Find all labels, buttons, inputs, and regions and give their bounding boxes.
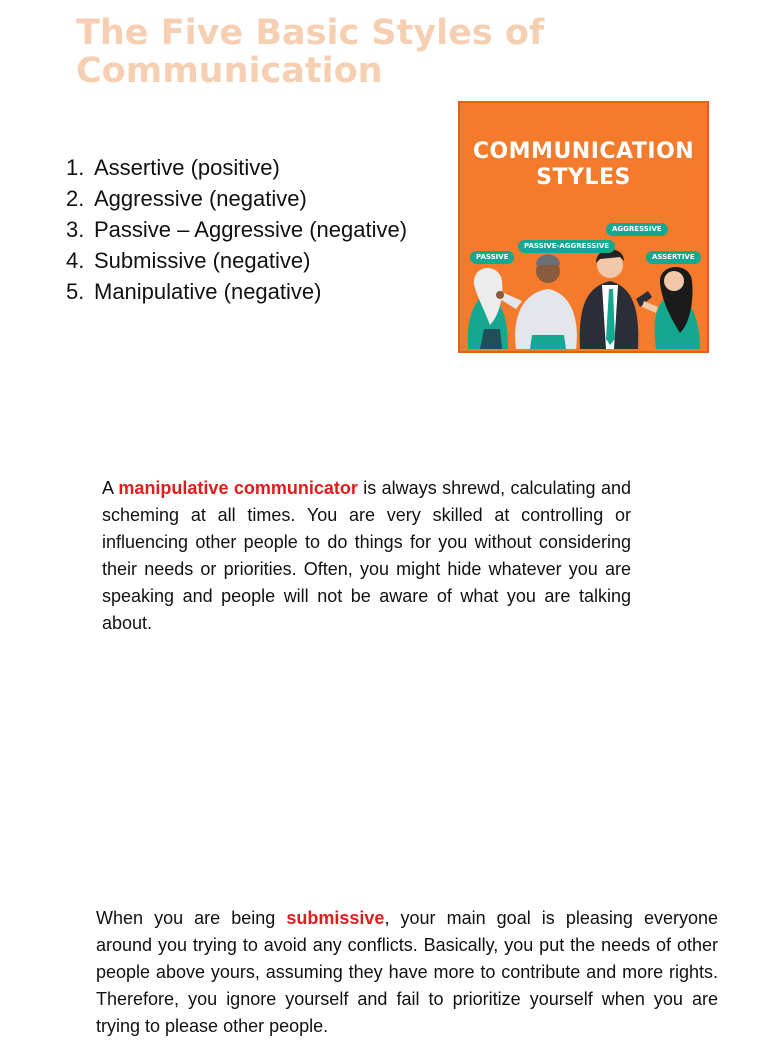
person-aggressive xyxy=(580,249,652,349)
list-text: Manipulative (negative) xyxy=(94,279,322,304)
paragraph-lead: A xyxy=(102,478,119,498)
label-passive: PASSIVE xyxy=(470,251,514,264)
list-item xyxy=(66,214,407,245)
list-text: Submissive (negative) xyxy=(94,248,311,273)
list-text: Assertive (positive) xyxy=(94,155,280,180)
paragraph-body: , your main goal is pleasing everyone around you trying to avoid any conflicts. Basically, you put the needs of other people above yours, assuming they have more to contribute and more rights. Therefore, you ignore yourself and fail to prioritize yourself when you are trying to please other people. xyxy=(96,908,718,1036)
list-text: Aggressive (negative) xyxy=(94,186,307,211)
page-title: The Five Basic Styles of Communication xyxy=(76,13,545,91)
manipulative-paragraph xyxy=(102,475,631,637)
paragraph-body: is always shrewd, calculating and scheming at all times. You are very skilled at controlling or influencing other people to do things for you without considering their needs or priorities. Often, you might hide whatever you are speaking and people will not be aware of what you are talking about. xyxy=(102,478,631,633)
label-aggressive: AGGRESSIVE xyxy=(606,223,668,236)
list-item xyxy=(66,183,407,214)
label-passive-aggressive: PASSIVE-AGGRESSIVE xyxy=(518,240,615,253)
list-item xyxy=(66,152,407,183)
highlight-submissive: submissive xyxy=(286,908,385,928)
person-assertive xyxy=(642,267,700,349)
submissive-paragraph xyxy=(96,905,718,1040)
person-passive xyxy=(468,268,508,349)
label-assertive: ASSERTIVE xyxy=(646,251,701,264)
communication-styles-list xyxy=(66,152,407,307)
person-passive-aggressive xyxy=(496,255,577,350)
list-number: 1. xyxy=(66,155,85,180)
list-number: 3. xyxy=(66,217,85,242)
graphic-title-line1: COMMUNICATION xyxy=(472,139,695,164)
list-item xyxy=(66,276,407,307)
list-item xyxy=(66,245,407,276)
graphic-title-line2: STYLES xyxy=(536,165,631,190)
list-number: 2. xyxy=(66,186,85,211)
paragraph-lead: When you are being xyxy=(96,908,287,928)
communication-styles-illustration xyxy=(458,101,709,353)
list-number: 4. xyxy=(66,248,85,273)
list-number: 5. xyxy=(66,279,85,304)
graphic-title xyxy=(460,139,707,191)
list-text: Passive – Aggressive (negative) xyxy=(94,217,408,242)
highlight-manipulative-communicator: manipulative communicator xyxy=(118,478,358,498)
